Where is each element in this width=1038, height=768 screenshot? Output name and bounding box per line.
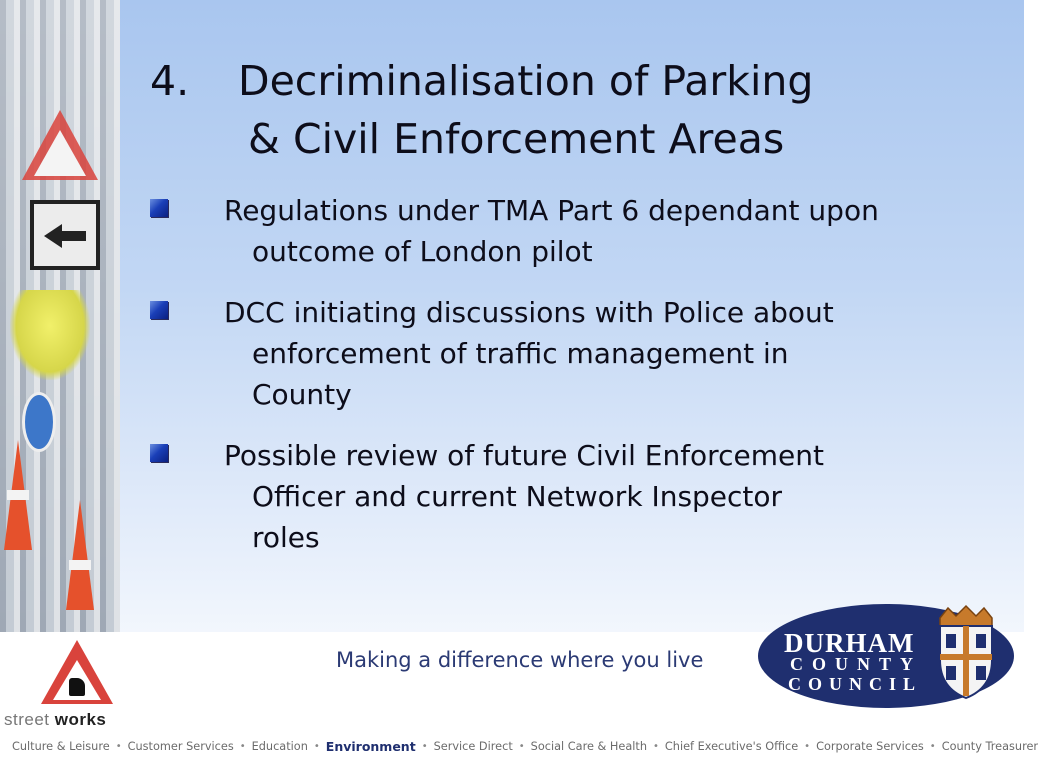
nav-customer-services[interactable]: Customer Services bbox=[127, 739, 234, 753]
cone-band bbox=[69, 560, 91, 570]
nav-separator: • bbox=[518, 740, 525, 752]
nav-separator: • bbox=[115, 740, 122, 752]
blue-square-bullet-icon bbox=[150, 444, 168, 462]
warning-triangle-inner bbox=[34, 130, 86, 176]
street-works-bold: works bbox=[54, 710, 107, 729]
title-line-2: & Civil Enforcement Areas bbox=[248, 115, 785, 163]
title-number: 4. bbox=[150, 57, 190, 105]
nav-separator: • bbox=[239, 740, 246, 752]
nav-culture-leisure[interactable]: Culture & Leisure bbox=[12, 739, 110, 753]
nav-service-direct[interactable]: Service Direct bbox=[433, 739, 513, 753]
roadworks-photo-strip bbox=[0, 0, 120, 632]
council-tagline: Making a difference where you live bbox=[336, 648, 704, 672]
bullet-line: DCC initiating discussions with Police about bbox=[224, 296, 834, 329]
department-nav bbox=[12, 736, 1038, 756]
arrow-bar bbox=[60, 231, 86, 241]
slide-title bbox=[150, 52, 950, 168]
bullet-item bbox=[150, 190, 990, 272]
bullet-list bbox=[150, 190, 990, 578]
bullet-line: outcome of London pilot bbox=[252, 235, 593, 268]
bullet-line: Possible review of future Civil Enforcement bbox=[224, 439, 824, 472]
nav-corporate-services[interactable]: Corporate Services bbox=[816, 739, 924, 753]
bullet-line: Regulations under TMA Part 6 dependant upon bbox=[224, 194, 879, 227]
nav-separator: • bbox=[313, 740, 320, 752]
road-worker-figure-icon bbox=[69, 678, 85, 696]
bullet-line: Officer and current Network Inspector bbox=[252, 480, 783, 513]
bullet-text bbox=[224, 292, 990, 415]
nav-county-treasurer[interactable]: County Treasurer bbox=[941, 739, 1038, 753]
bullet-item bbox=[150, 435, 990, 558]
street-works-logo-text bbox=[4, 710, 106, 730]
traffic-cone bbox=[66, 500, 94, 610]
blue-square-bullet-icon bbox=[150, 301, 168, 319]
nav-separator: • bbox=[653, 740, 659, 752]
bullet-line: roles bbox=[252, 521, 320, 554]
bullet-item bbox=[150, 292, 990, 415]
council-logo-line-1: DURHAM bbox=[784, 628, 915, 658]
nav-education[interactable]: Education bbox=[251, 739, 308, 753]
hi-vis-worker bbox=[10, 290, 90, 380]
durham-county-crest-icon bbox=[934, 604, 998, 700]
nav-social-care-health[interactable]: Social Care & Health bbox=[530, 739, 647, 753]
cone-band bbox=[7, 490, 29, 500]
blue-square-bullet-icon bbox=[150, 199, 168, 217]
council-logo-line-2: COUNTY bbox=[790, 654, 923, 674]
nav-separator: • bbox=[804, 740, 811, 752]
bullet-text bbox=[224, 190, 990, 272]
bullet-line: enforcement of traffic management in bbox=[252, 337, 789, 370]
nav-separator: • bbox=[421, 740, 428, 752]
bullet-text bbox=[224, 435, 990, 558]
title-line-1: Decriminalisation of Parking bbox=[238, 57, 814, 105]
nav-chief-executives-office[interactable]: Chief Executive's Office bbox=[664, 739, 799, 753]
nav-separator: • bbox=[929, 740, 936, 752]
street-works-light: street bbox=[4, 710, 55, 729]
bullet-line: County bbox=[252, 378, 352, 411]
nav-environment[interactable]: Environment bbox=[325, 738, 416, 754]
council-logo-line-3: COUNCIL bbox=[788, 674, 923, 694]
